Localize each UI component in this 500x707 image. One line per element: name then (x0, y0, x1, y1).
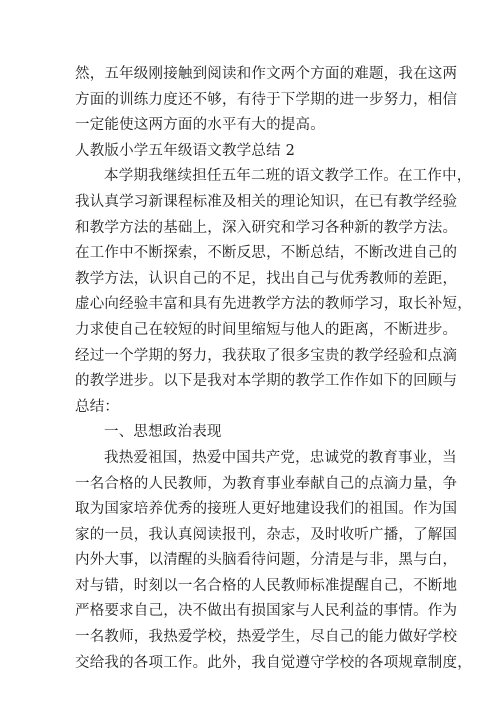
text-line: 和教学方法的基础上，深入研究和学习各种新的教学方法。 (75, 219, 458, 236)
text-line: 本学期我继续担任五年二班的语文教学工作。在工作中， (104, 168, 472, 185)
text-line: 力求使自己在较短的时间里缩短与他人的距离，不断进步。 (75, 321, 458, 338)
document-page (75, 62, 472, 676)
text-line: 一定能使这两方面的水平有大的提高。 (75, 117, 325, 134)
text-line: 方面的训练力度还不够，有待于下学期的进一步努力，相信 (75, 91, 458, 108)
text-line: 取为国家培养优秀的接班人更好地建设我们的祖国。作为国 (75, 501, 458, 518)
text-line: 我热爱祖国，热爱中国共产党，忠诚党的教育事业，当 (104, 449, 457, 466)
paragraph-political (75, 446, 472, 676)
text-line: 的教学进步。以下是我对本学期的教学工作作如下的回顾与 (75, 373, 458, 390)
text-line: 然，五年级刚接触到阅读和作文两个方面的难题，我在这两 (75, 66, 458, 82)
text-line: 内外大事，以清醒的头脑看待问题，分清是与非，黑与白， (75, 552, 458, 569)
text-line: 在工作中不断探索，不断反思，不断总结，不断改进自己的 (75, 245, 458, 262)
text-line: 严格要求自己，决不做出有损国家与人民利益的事情。作为 (75, 603, 458, 620)
text-line: 交给我的各项工作。此外，我自觉遵守学校的各项规章制度， (75, 654, 472, 671)
text-line: 总结： (75, 398, 120, 415)
text-line: 一名教师，我热爱学校，热爱学生，尽自己的能力做好学校 (75, 629, 458, 646)
document-title: 人教版小学五年级语文教学总结 2 (75, 142, 296, 159)
text-line: 对与错，时刻以一名合格的人民教师标准提醒自己，不断地 (75, 577, 458, 594)
text-line: 家的一员，我认真阅读报刊，杂志，及时收听广播，了解国 (75, 526, 458, 543)
intro-paragraph (75, 62, 458, 139)
text-line: 我认真学习新课程标准及相关的理论知识，在已有教学经验 (75, 193, 458, 210)
text-line: 教学方法，认识自己的不足，找出自己与优秀教师的差距， (75, 270, 458, 287)
text-line: 虚心向经验丰富和具有先进教学方法的教师学习，取长补短， (75, 296, 472, 313)
text-line: 经过一个学期的努力，我获取了很多宝贵的教学经验和点滴 (75, 347, 458, 364)
paragraph-intro-summary (75, 164, 472, 420)
section-heading: 一、思想政治表现 (104, 424, 222, 441)
text-line: 一名合格的人民教师，为教育事业奉献自己的点滴力量，争 (75, 475, 458, 492)
